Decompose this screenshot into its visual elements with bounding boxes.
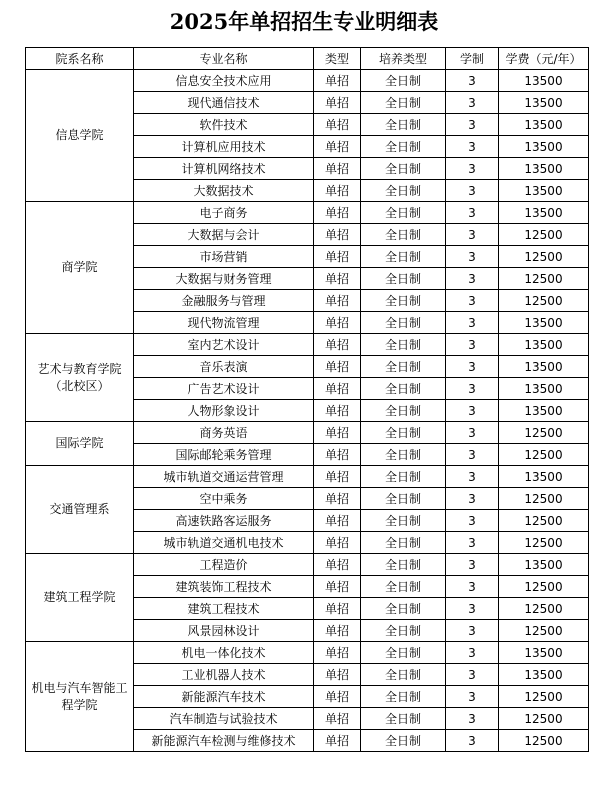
type-cell: 单招 bbox=[314, 510, 361, 532]
years-cell: 3 bbox=[446, 708, 499, 730]
major-name-cell: 现代通信技术 bbox=[134, 92, 314, 114]
department-cell: 信息学院 bbox=[26, 70, 134, 202]
major-name-cell: 人物形象设计 bbox=[134, 400, 314, 422]
type-cell: 单招 bbox=[314, 224, 361, 246]
header-years: 学制 bbox=[446, 48, 499, 70]
type-cell: 单招 bbox=[314, 334, 361, 356]
years-cell: 3 bbox=[446, 400, 499, 422]
study-mode-cell: 全日制 bbox=[361, 488, 446, 510]
header-tuition: 学费（元/年） bbox=[499, 48, 589, 70]
table-body bbox=[26, 70, 589, 752]
tuition-cell: 12500 bbox=[499, 510, 589, 532]
page-title: 2025年单招招生专业明细表 bbox=[169, 9, 439, 34]
study-mode-cell: 全日制 bbox=[361, 400, 446, 422]
study-mode-cell: 全日制 bbox=[361, 378, 446, 400]
years-cell: 3 bbox=[446, 202, 499, 224]
years-cell: 3 bbox=[446, 356, 499, 378]
tuition-cell: 12500 bbox=[499, 686, 589, 708]
years-cell: 3 bbox=[446, 510, 499, 532]
tuition-cell: 13500 bbox=[499, 70, 589, 92]
major-name-cell: 大数据技术 bbox=[134, 180, 314, 202]
table-row bbox=[26, 466, 589, 488]
study-mode-cell: 全日制 bbox=[361, 576, 446, 598]
years-cell: 3 bbox=[446, 730, 499, 752]
tuition-cell: 12500 bbox=[499, 246, 589, 268]
major-name-cell: 高速铁路客运服务 bbox=[134, 510, 314, 532]
years-cell: 3 bbox=[446, 334, 499, 356]
major-name-cell: 信息安全技术应用 bbox=[134, 70, 314, 92]
tuition-cell: 12500 bbox=[499, 620, 589, 642]
years-cell: 3 bbox=[446, 686, 499, 708]
study-mode-cell: 全日制 bbox=[361, 686, 446, 708]
major-name-cell: 市场营销 bbox=[134, 246, 314, 268]
major-name-cell: 新能源汽车技术 bbox=[134, 686, 314, 708]
type-cell: 单招 bbox=[314, 180, 361, 202]
major-name-cell: 金融服务与管理 bbox=[134, 290, 314, 312]
study-mode-cell: 全日制 bbox=[361, 202, 446, 224]
type-cell: 单招 bbox=[314, 554, 361, 576]
table-row bbox=[26, 202, 589, 224]
major-name-cell: 汽车制造与试验技术 bbox=[134, 708, 314, 730]
years-cell: 3 bbox=[446, 422, 499, 444]
major-name-cell: 国际邮轮乘务管理 bbox=[134, 444, 314, 466]
years-cell: 3 bbox=[446, 642, 499, 664]
type-cell: 单招 bbox=[314, 356, 361, 378]
type-cell: 单招 bbox=[314, 202, 361, 224]
major-name-cell: 建筑装饰工程技术 bbox=[134, 576, 314, 598]
study-mode-cell: 全日制 bbox=[361, 246, 446, 268]
tuition-cell: 13500 bbox=[499, 334, 589, 356]
table-row bbox=[26, 554, 589, 576]
table-row bbox=[26, 642, 589, 664]
type-cell: 单招 bbox=[314, 92, 361, 114]
years-cell: 3 bbox=[446, 114, 499, 136]
type-cell: 单招 bbox=[314, 466, 361, 488]
table-row bbox=[26, 334, 589, 356]
major-name-cell: 音乐表演 bbox=[134, 356, 314, 378]
type-cell: 单招 bbox=[314, 598, 361, 620]
tuition-cell: 13500 bbox=[499, 554, 589, 576]
tuition-cell: 13500 bbox=[499, 378, 589, 400]
type-cell: 单招 bbox=[314, 708, 361, 730]
tuition-cell: 12500 bbox=[499, 576, 589, 598]
study-mode-cell: 全日制 bbox=[361, 444, 446, 466]
years-cell: 3 bbox=[446, 158, 499, 180]
type-cell: 单招 bbox=[314, 136, 361, 158]
major-name-cell: 新能源汽车检测与维修技术 bbox=[134, 730, 314, 752]
tuition-cell: 12500 bbox=[499, 488, 589, 510]
type-cell: 单招 bbox=[314, 290, 361, 312]
table-row bbox=[26, 70, 589, 92]
years-cell: 3 bbox=[446, 224, 499, 246]
years-cell: 3 bbox=[446, 532, 499, 554]
tuition-cell: 12500 bbox=[499, 598, 589, 620]
study-mode-cell: 全日制 bbox=[361, 642, 446, 664]
major-name-cell: 软件技术 bbox=[134, 114, 314, 136]
major-name-cell: 计算机网络技术 bbox=[134, 158, 314, 180]
study-mode-cell: 全日制 bbox=[361, 532, 446, 554]
study-mode-cell: 全日制 bbox=[361, 422, 446, 444]
tuition-cell: 13500 bbox=[499, 92, 589, 114]
tuition-cell: 12500 bbox=[499, 268, 589, 290]
major-name-cell: 大数据与会计 bbox=[134, 224, 314, 246]
years-cell: 3 bbox=[446, 92, 499, 114]
major-name-cell: 机电一体化技术 bbox=[134, 642, 314, 664]
years-cell: 3 bbox=[446, 378, 499, 400]
type-cell: 单招 bbox=[314, 422, 361, 444]
tuition-cell: 13500 bbox=[499, 400, 589, 422]
tuition-cell: 12500 bbox=[499, 532, 589, 554]
study-mode-cell: 全日制 bbox=[361, 312, 446, 334]
study-mode-cell: 全日制 bbox=[361, 136, 446, 158]
tuition-cell: 12500 bbox=[499, 224, 589, 246]
department-cell: 建筑工程学院 bbox=[26, 554, 134, 642]
tuition-cell: 13500 bbox=[499, 664, 589, 686]
type-cell: 单招 bbox=[314, 70, 361, 92]
years-cell: 3 bbox=[446, 70, 499, 92]
type-cell: 单招 bbox=[314, 730, 361, 752]
tuition-cell: 13500 bbox=[499, 642, 589, 664]
major-name-cell: 工程造价 bbox=[134, 554, 314, 576]
tuition-cell: 12500 bbox=[499, 444, 589, 466]
years-cell: 3 bbox=[446, 444, 499, 466]
header-type: 类型 bbox=[314, 48, 361, 70]
major-name-cell: 商务英语 bbox=[134, 422, 314, 444]
study-mode-cell: 全日制 bbox=[361, 224, 446, 246]
study-mode-cell: 全日制 bbox=[361, 158, 446, 180]
department-cell: 国际学院 bbox=[26, 422, 134, 466]
tuition-cell: 13500 bbox=[499, 312, 589, 334]
type-cell: 单招 bbox=[314, 246, 361, 268]
study-mode-cell: 全日制 bbox=[361, 598, 446, 620]
study-mode-cell: 全日制 bbox=[361, 334, 446, 356]
years-cell: 3 bbox=[446, 290, 499, 312]
type-cell: 单招 bbox=[314, 312, 361, 334]
study-mode-cell: 全日制 bbox=[361, 114, 446, 136]
tuition-cell: 13500 bbox=[499, 114, 589, 136]
study-mode-cell: 全日制 bbox=[361, 554, 446, 576]
study-mode-cell: 全日制 bbox=[361, 620, 446, 642]
table-row bbox=[26, 422, 589, 444]
type-cell: 单招 bbox=[314, 686, 361, 708]
major-name-cell: 室内艺术设计 bbox=[134, 334, 314, 356]
department-cell: 商学院 bbox=[26, 202, 134, 334]
type-cell: 单招 bbox=[314, 158, 361, 180]
major-name-cell: 城市轨道交通运营管理 bbox=[134, 466, 314, 488]
study-mode-cell: 全日制 bbox=[361, 708, 446, 730]
years-cell: 3 bbox=[446, 664, 499, 686]
type-cell: 单招 bbox=[314, 488, 361, 510]
study-mode-cell: 全日制 bbox=[361, 268, 446, 290]
type-cell: 单招 bbox=[314, 378, 361, 400]
years-cell: 3 bbox=[446, 246, 499, 268]
type-cell: 单招 bbox=[314, 444, 361, 466]
years-cell: 3 bbox=[446, 136, 499, 158]
type-cell: 单招 bbox=[314, 576, 361, 598]
major-name-cell: 风景园林设计 bbox=[134, 620, 314, 642]
tuition-cell: 13500 bbox=[499, 202, 589, 224]
majors-table bbox=[25, 47, 589, 752]
tuition-cell: 13500 bbox=[499, 356, 589, 378]
major-name-cell: 大数据与财务管理 bbox=[134, 268, 314, 290]
major-name-cell: 现代物流管理 bbox=[134, 312, 314, 334]
department-cell: 艺术与教育学院（北校区） bbox=[26, 334, 134, 422]
major-name-cell: 广告艺术设计 bbox=[134, 378, 314, 400]
years-cell: 3 bbox=[446, 554, 499, 576]
major-name-cell: 建筑工程技术 bbox=[134, 598, 314, 620]
study-mode-cell: 全日制 bbox=[361, 92, 446, 114]
tuition-cell: 13500 bbox=[499, 180, 589, 202]
tuition-cell: 12500 bbox=[499, 708, 589, 730]
study-mode-cell: 全日制 bbox=[361, 290, 446, 312]
years-cell: 3 bbox=[446, 466, 499, 488]
header-study-mode: 培养类型 bbox=[361, 48, 446, 70]
header-row bbox=[26, 48, 589, 70]
tuition-cell: 13500 bbox=[499, 158, 589, 180]
type-cell: 单招 bbox=[314, 532, 361, 554]
study-mode-cell: 全日制 bbox=[361, 70, 446, 92]
tuition-cell: 12500 bbox=[499, 730, 589, 752]
years-cell: 3 bbox=[446, 576, 499, 598]
major-name-cell: 空中乘务 bbox=[134, 488, 314, 510]
study-mode-cell: 全日制 bbox=[361, 180, 446, 202]
study-mode-cell: 全日制 bbox=[361, 466, 446, 488]
header-department: 院系名称 bbox=[26, 48, 134, 70]
type-cell: 单招 bbox=[314, 642, 361, 664]
major-name-cell: 城市轨道交通机电技术 bbox=[134, 532, 314, 554]
type-cell: 单招 bbox=[314, 114, 361, 136]
tuition-cell: 13500 bbox=[499, 136, 589, 158]
years-cell: 3 bbox=[446, 620, 499, 642]
study-mode-cell: 全日制 bbox=[361, 730, 446, 752]
department-cell: 交通管理系 bbox=[26, 466, 134, 554]
years-cell: 3 bbox=[446, 180, 499, 202]
study-mode-cell: 全日制 bbox=[361, 664, 446, 686]
tuition-cell: 12500 bbox=[499, 290, 589, 312]
study-mode-cell: 全日制 bbox=[361, 510, 446, 532]
header-major: 专业名称 bbox=[134, 48, 314, 70]
type-cell: 单招 bbox=[314, 400, 361, 422]
years-cell: 3 bbox=[446, 268, 499, 290]
major-name-cell: 工业机器人技术 bbox=[134, 664, 314, 686]
years-cell: 3 bbox=[446, 598, 499, 620]
years-cell: 3 bbox=[446, 312, 499, 334]
type-cell: 单招 bbox=[314, 268, 361, 290]
major-name-cell: 计算机应用技术 bbox=[134, 136, 314, 158]
type-cell: 单招 bbox=[314, 620, 361, 642]
major-name-cell: 电子商务 bbox=[134, 202, 314, 224]
years-cell: 3 bbox=[446, 488, 499, 510]
department-cell: 机电与汽车智能工程学院 bbox=[26, 642, 134, 752]
study-mode-cell: 全日制 bbox=[361, 356, 446, 378]
tuition-cell: 13500 bbox=[499, 466, 589, 488]
tuition-cell: 12500 bbox=[499, 422, 589, 444]
type-cell: 单招 bbox=[314, 664, 361, 686]
